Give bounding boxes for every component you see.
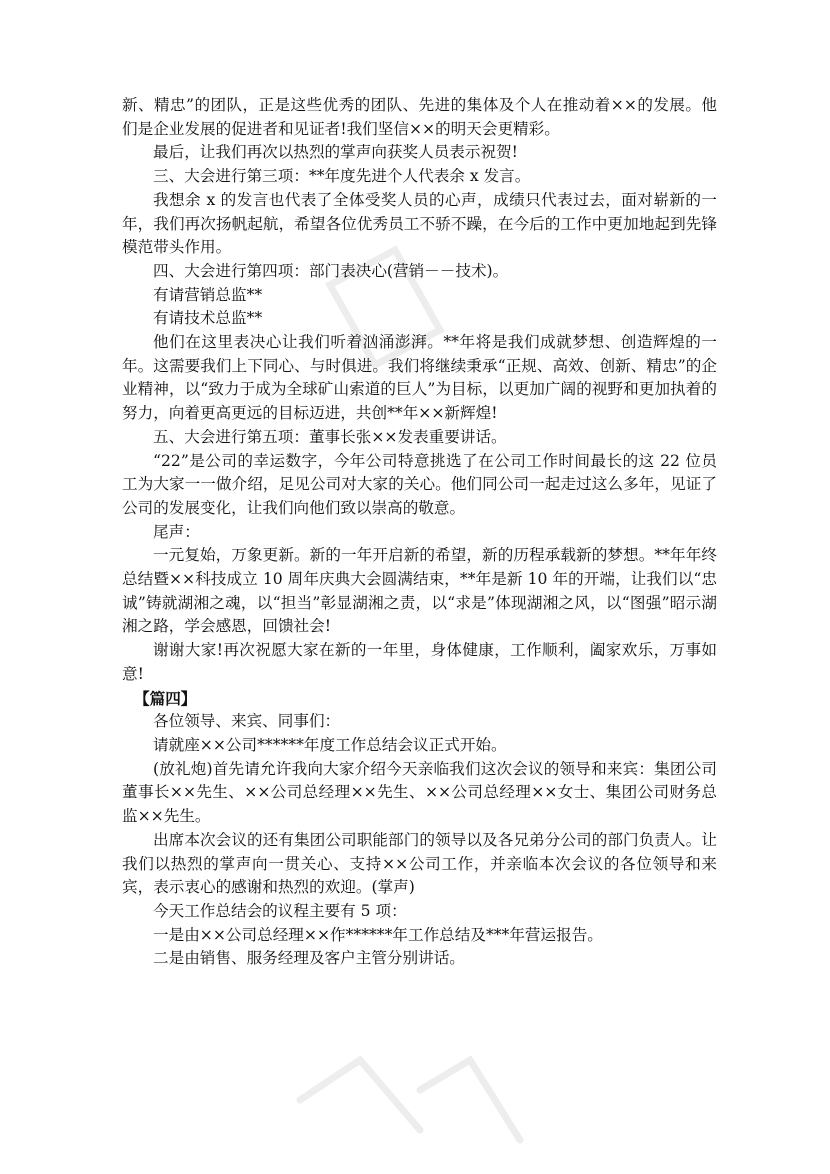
paragraph: 最后，让我们再次以热烈的掌声向获奖人员表示祝贺! [153,143,518,162]
document-body [122,94,717,971]
paragraph: 三、大会进行第三项：**年度先进个人代表余 x 发言。 [153,167,531,186]
paragraph: 五、大会进行第五项：董事长张××发表重要讲话。 [153,427,507,446]
paragraph: “22”是公司的幸运数字，今年公司特意挑选了在公司工作时间最长的这 22 位员工为大家一一做介绍，足见公司对大家的关心。他们同公司一起走过这么多年，见证了公司的发展变化，让我们向他们致以崇高的敬意。 [122,451,717,517]
paragraph: 各位领导、来宾、同事们： [153,712,341,731]
paragraph: 有请营销总监** [153,285,263,304]
paragraph: 一元复始，万象更新。新的一年开启新的希望，新的历程承载新的梦想。**年年终总结暨××科技成立 10 周年庆典大会圆满结束，**年是新 10 年的开端，让我们以“忠诚”铸就湖湘之魂，以“担当”彰显湖湘之责，以“求是”体现湖湘之风，以“图强”昭示湖湘之路，学会感恩，回馈社会! [122,546,717,636]
paragraph: 谢谢大家!再次祝愿大家在新的一年里，身体健康，工作顺利，阖家欢乐，万事如意! [122,641,717,683]
paragraph: 出席本次会议的还有集团公司职能部门的领导以及各兄弟分公司的部门负责人。让我们以热烈的掌声向一贯关心、支持××公司工作，并亲临本次会议的各位领导和来宾，表示衷心的感谢和热烈的欢迎。(掌声) [122,830,717,897]
paragraph: 二是由销售、服务经理及客户主管分别讲话。 [153,949,465,968]
paragraph: 今天工作总结会的议程主要有 5 项： [153,901,407,920]
section-heading: 【篇四】 [134,688,197,708]
paragraph: 我想余 x 的发言也代表了全体受奖人员的心声，成绩只代表过去，面对崭新的一年，我们再次扬帆起航，希望各位优秀员工不骄不躁，在今后的工作中更加地起到先锋模范带头作用。 [122,190,717,257]
paragraph: 尾声： [153,522,200,541]
paragraph: 他们在这里表决心让我们听着汹涌澎湃。**年将是我们成就梦想、创造辉煌的一年。这需要我们上下同心、与时俱进。我们将继续秉承“正规、高效、创新、精忠”的企业精神，以“致力于成为全球矿山索道的巨人”为目标，以更加广阔的视野和更加执着的努力，向着更高更远的目标迈进，共创**年××新辉煌! [122,333,717,423]
paragraph: 新、精忠”的团队，正是这些优秀的团队、先进的集体及个人在推动着××的发展。他们是企业发展的促进者和见证者!我们坚信××的明天会更精彩。 [122,96,717,138]
paragraph: 请就座××公司******年度工作总结会议正式开始。 [153,735,507,754]
paragraph: 一是由××公司总经理××作******年工作总结及***年营运报告。 [153,925,603,944]
paragraph: 有请技术总监** [153,309,263,328]
paragraph: (放礼炮)首先请允许我向大家介绍今天亲临我们这次会议的领导和来宾：集团公司董事长××先生、××公司总经理××先生、××公司总经理××女士、集团公司财务总监××先生。 [122,759,717,826]
paragraph: 四、大会进行第四项：部门表决心(营销－－技术)。 [153,261,509,280]
